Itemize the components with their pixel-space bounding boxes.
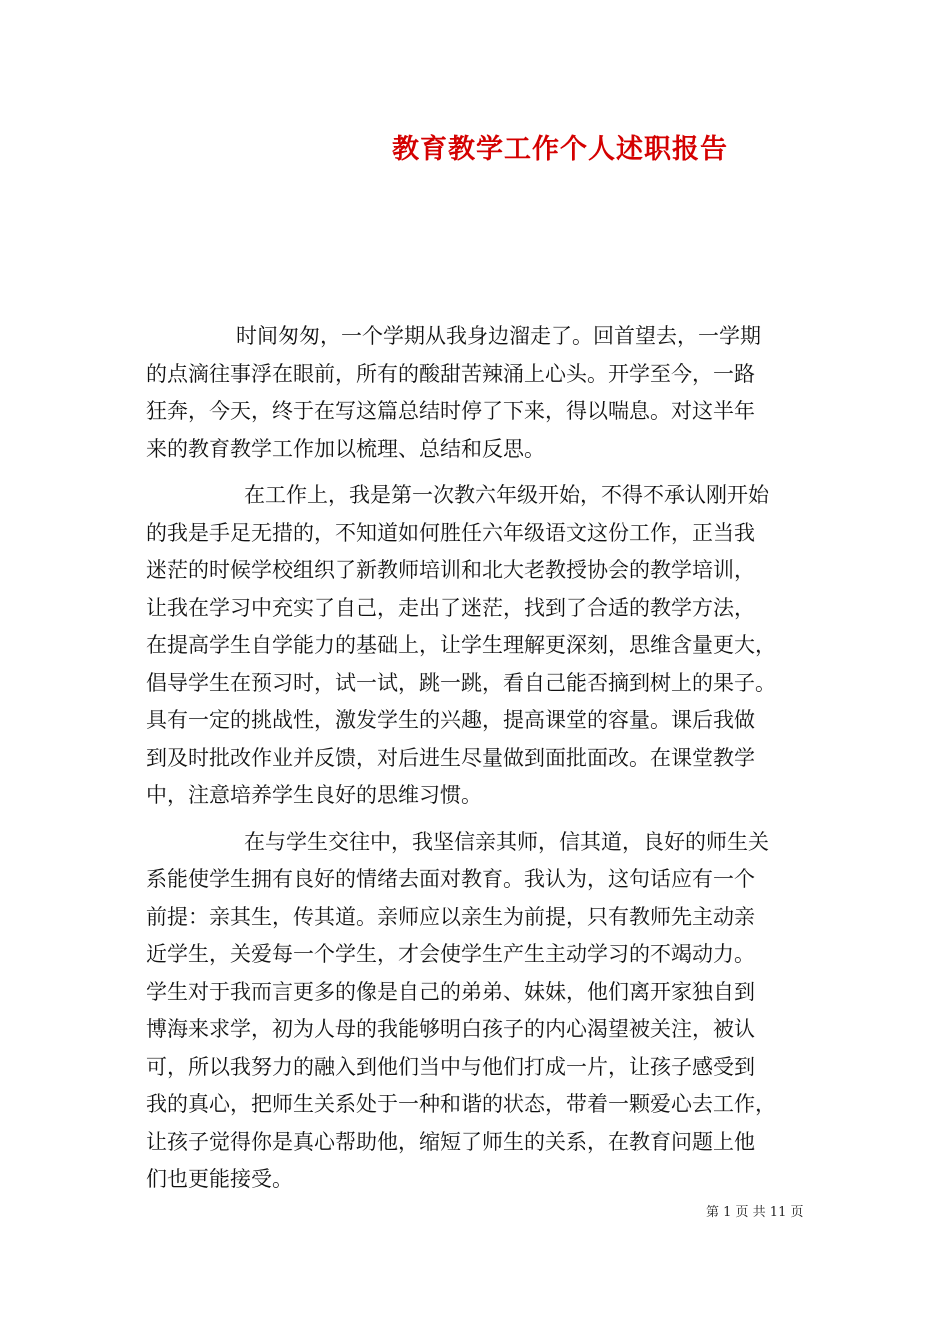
text-line: 时间匆匆，一个学期从我身边溜走了。回首望去，一学期: [236, 324, 761, 348]
text-line: 到及时批改作业并反馈，对后进生尽量做到面批面改。在课堂教学: [146, 745, 755, 770]
text-line: 近学生，关爱每一个学生，才会使学生产生主动学习的不竭动力。: [146, 942, 755, 966]
text-line: 的我是手足无措的，不知道如何胜任六年级语文这份工作，正当我: [146, 520, 755, 545]
page-number: 第 1 页 共 11 页: [706, 1205, 804, 1220]
text-line: 前提：亲其生，传其道。亲师应以亲生为前提，只有教师先主动亲: [146, 904, 755, 929]
text-line: 在工作上，我是第一次教六年级开始，不得不承认刚开始: [244, 483, 769, 507]
text-line: 狂奔，今天，终于在写这篇总结时停了下来，得以喘息。对这半年: [146, 399, 755, 423]
text-line: 博海来求学，初为人母的我能够明白孩子的内心渴望被关注，被认: [146, 1017, 755, 1041]
text-line: 让我在学习中充实了自己，走出了迷茫，找到了合适的教学方法，: [146, 595, 755, 620]
document-title: 教育教学工作个人述职报告: [392, 134, 728, 165]
text-line: 来的教育教学工作加以梳理、总结和反思。: [146, 436, 545, 461]
text-line: 的点滴往事浮在眼前，所有的酸甜苦辣涌上心头。开学至今，一路: [146, 361, 755, 386]
text-line: 我的真心，把师生关系处于一种和谐的状态，带着一颗爱心去工作，: [146, 1092, 776, 1116]
text-line: 迷茫的时候学校组织了新教师培训和北大老教授协会的教学培训，: [146, 558, 755, 582]
text-line: 倡导学生在预习时，试一试，跳一跳，看自己能否摘到树上的果子。: [146, 670, 776, 695]
text-line: 们也更能接受。: [146, 1167, 293, 1191]
paragraph: [146, 318, 826, 468]
text-line: 在与学生交往中，我坚信亲其师，信其道，良好的师生关: [244, 829, 769, 854]
text-line: 系能使学生拥有良好的情绪去面对教育。我认为，这句话应有一个: [146, 867, 755, 891]
text-line: 让孩子觉得你是真心帮助他，缩短了师生的关系，在教育问题上他: [146, 1129, 755, 1154]
text-line: 具有一定的挑战性，激发学生的兴趣，提高课堂的容量。课后我做: [146, 708, 755, 732]
text-line: 中，注意培养学生良好的思维习惯。: [146, 783, 482, 807]
paragraph: [146, 824, 826, 1199]
text-line: 可，所以我努力的融入到他们当中与他们打成一片，让孩子感受到: [146, 1054, 755, 1079]
text-line: 在提高学生自学能力的基础上，让学生理解更深刻，思维含量更大，: [146, 633, 776, 657]
paragraph: [146, 477, 826, 815]
text-line: 学生对于我而言更多的像是自己的弟弟、妹妹，他们离开家独自到: [146, 979, 755, 1004]
document-body: [146, 318, 826, 1199]
